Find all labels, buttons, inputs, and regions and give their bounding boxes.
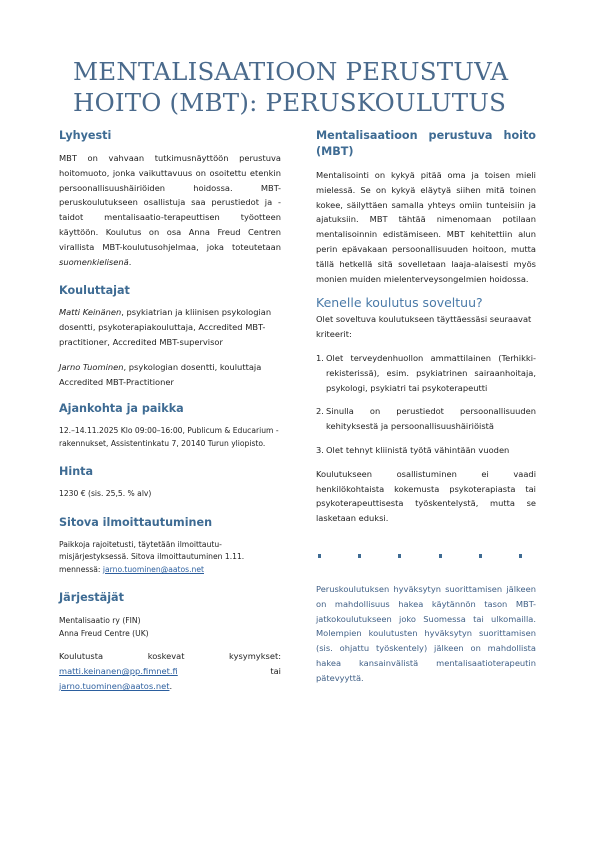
contact-text: Koulutusta koskevat kysymykset: (59, 651, 281, 662)
text-mbt: Mentalisointi on kykyä pitää oma ja toisen mieli mielessä. Se on kykyä eläytyä siihen mitä toinen kokee, säilyttäen samalla yhteys omiin tunteisiin ja ajatuksiin. MBT tähtää nimenomaan potilaan mentalisoinnin edistämiseen. MBT kehitettiin alun perin epävakaan persoonallisuuden hoitoon, mutta tällä hetkellä sitä sovelletaan laaja-alaisesti myös monien muiden mielenterveysongelmien hoidossa. (316, 170, 536, 284)
page-title: MENTALISAATIOON PERUSTUVA HOITO (MBT): PERUSKOULUTUS (73, 57, 509, 117)
criteria-text: Olet tehnyt kliinistä työtä vähintään vuoden (326, 444, 510, 455)
criteria-list (316, 351, 536, 458)
left-column (59, 128, 281, 694)
dot (398, 554, 401, 558)
section-kenelle (316, 294, 536, 526)
kenelle-intro: Olet soveltuva koulutukseen täyttäessäsi seuraavat kriteerit: (316, 314, 532, 340)
separator-dots (316, 554, 536, 558)
dot (479, 554, 482, 558)
org-2: Anna Freud Centre (UK) (59, 628, 149, 638)
text-ajankohta: 12.–14.11.2025 Klo 09:00–16:00, Publicum & Educarium -rakennukset, Assistentinkatu 7, 20140 Turun yliopisto. (59, 426, 279, 448)
criteria-number: 2. (316, 406, 324, 417)
ilmoittautuminen-body: Paikkoja rajoitetusti, täytetään ilmoittautu-misjärjestyksessä. Sitova ilmoittautuminen 1.11. mennessä: (59, 539, 245, 574)
heading-mbt: Mentalisaatioon perustuva hoito (MBT) (316, 129, 536, 158)
trainer-1 (59, 305, 281, 349)
criteria-item (316, 404, 536, 434)
kenelle-outro: Koulutukseen osallistuminen ei vaadi henkilökohtaista kokemusta psykoterapiasta tai psykoterapeuttisesta työskentelystä, mutta se lasketaan eduksi. (316, 468, 536, 524)
email-link-1[interactable]: matti.keinanen@pp.fimnet.fi (59, 666, 178, 677)
section-hinta (59, 464, 281, 501)
text-ilmoittautuminen (59, 539, 281, 577)
contact-or: tai (270, 666, 281, 677)
contact-end: . (169, 680, 173, 691)
text-hinta: 1230 € (sis. 25,5. % alv) (59, 489, 152, 499)
registration-email-link[interactable]: jarno.tuominen@aatos.net (102, 564, 204, 574)
criteria-item (316, 443, 536, 458)
trainer-1-name: Matti Keinänen (59, 307, 122, 318)
section-mbt (316, 128, 536, 286)
text-final: Peruskoulutuksen hyväksytyn suorittamisen jälkeen on mahdollisuus hakea käytännön tason MBT-jatkokoulutukseen joko Suomessa tai ulkomailla. Molempien koulutusten hyväksytyn suorittamisen (sis. ohjattu työskentely) jälkeen on mahdollista hakea kansainvälistä mentalisaatioterapeutin pätevyyttä. (316, 583, 536, 683)
criteria-number: 3. (316, 444, 324, 455)
text-lyhyesti (59, 151, 281, 269)
lyhyesti-italic: suomenkielisenä (59, 256, 129, 267)
dot (318, 554, 321, 558)
criteria-item (316, 351, 536, 395)
dot (519, 554, 522, 558)
contact-row (59, 664, 281, 679)
criteria-number: 1. (316, 352, 324, 363)
email-link-2[interactable]: jarno.tuominen@aatos.net (59, 680, 170, 691)
heading-ajankohta: Ajankohta ja paikka (59, 402, 184, 416)
section-final (316, 582, 536, 686)
section-ajankohta (59, 401, 281, 450)
heading-lyhyesti: Lyhyesti (59, 129, 112, 142)
trainer-1-text: , psykiatrian ja kliinisen psykologian dosentti, psykoterapiakouluttaja, Accredited MBT-practitioner, Accredited MBT-supervisor (59, 307, 272, 347)
dot (358, 554, 361, 558)
trainer-2-text: , psykologian dosentti, kouluttaja Accredited MBT-Practitioner (59, 361, 262, 387)
criteria-text: Sinulla on perustiedot persoonallisuuden kehityksestä ja persoonallisuushäiriöistä (326, 406, 536, 432)
section-ilmoittautuminen (59, 515, 281, 577)
section-jarjestajat (59, 590, 281, 693)
section-lyhyesti (59, 128, 281, 269)
heading-jarjestajat: Järjestäjät (59, 591, 124, 605)
heading-hinta: Hinta (59, 465, 94, 479)
trainer-2 (59, 360, 281, 390)
dot (439, 554, 442, 558)
contact-email-2 (59, 679, 281, 694)
heading-ilmoittautuminen: Sitova ilmoittautuminen (59, 515, 213, 529)
criteria-text: Olet terveydenhuollon ammattilainen (Terhikki-rekisterissä), esim. psykiatrinen sairaanhoitaja, psykologi, psykiatri tai psykoterapeutti (326, 352, 536, 393)
section-kouluttajat (59, 283, 281, 389)
heading-kenelle: Kenelle koulutus soveltuu? (316, 295, 483, 311)
org-1: Mentalisaatio ry (FIN) (59, 616, 141, 626)
right-column (316, 128, 536, 686)
lyhyesti-body: MBT on vahvaan tutkimusnäyttöön perustuva hoitomuoto, jonka vaikuttavuus on osoitettu etenkin persoonallisuushäiriöiden hoidossa. MBT-peruskoulutukseen osallistuja saa perustiedot ja -taidot mentalisaatio-terapeuttisen työotteen käyttöön. Koulutus on osa Anna Freud Centren virallista MBT-koulutusohjelmaa, joka toteutetaan (59, 153, 281, 252)
trainer-2-name: Jarno Tuominen (59, 361, 124, 372)
lyhyesti-end: . (128, 256, 132, 267)
heading-kouluttajat: Kouluttajat (59, 284, 130, 298)
